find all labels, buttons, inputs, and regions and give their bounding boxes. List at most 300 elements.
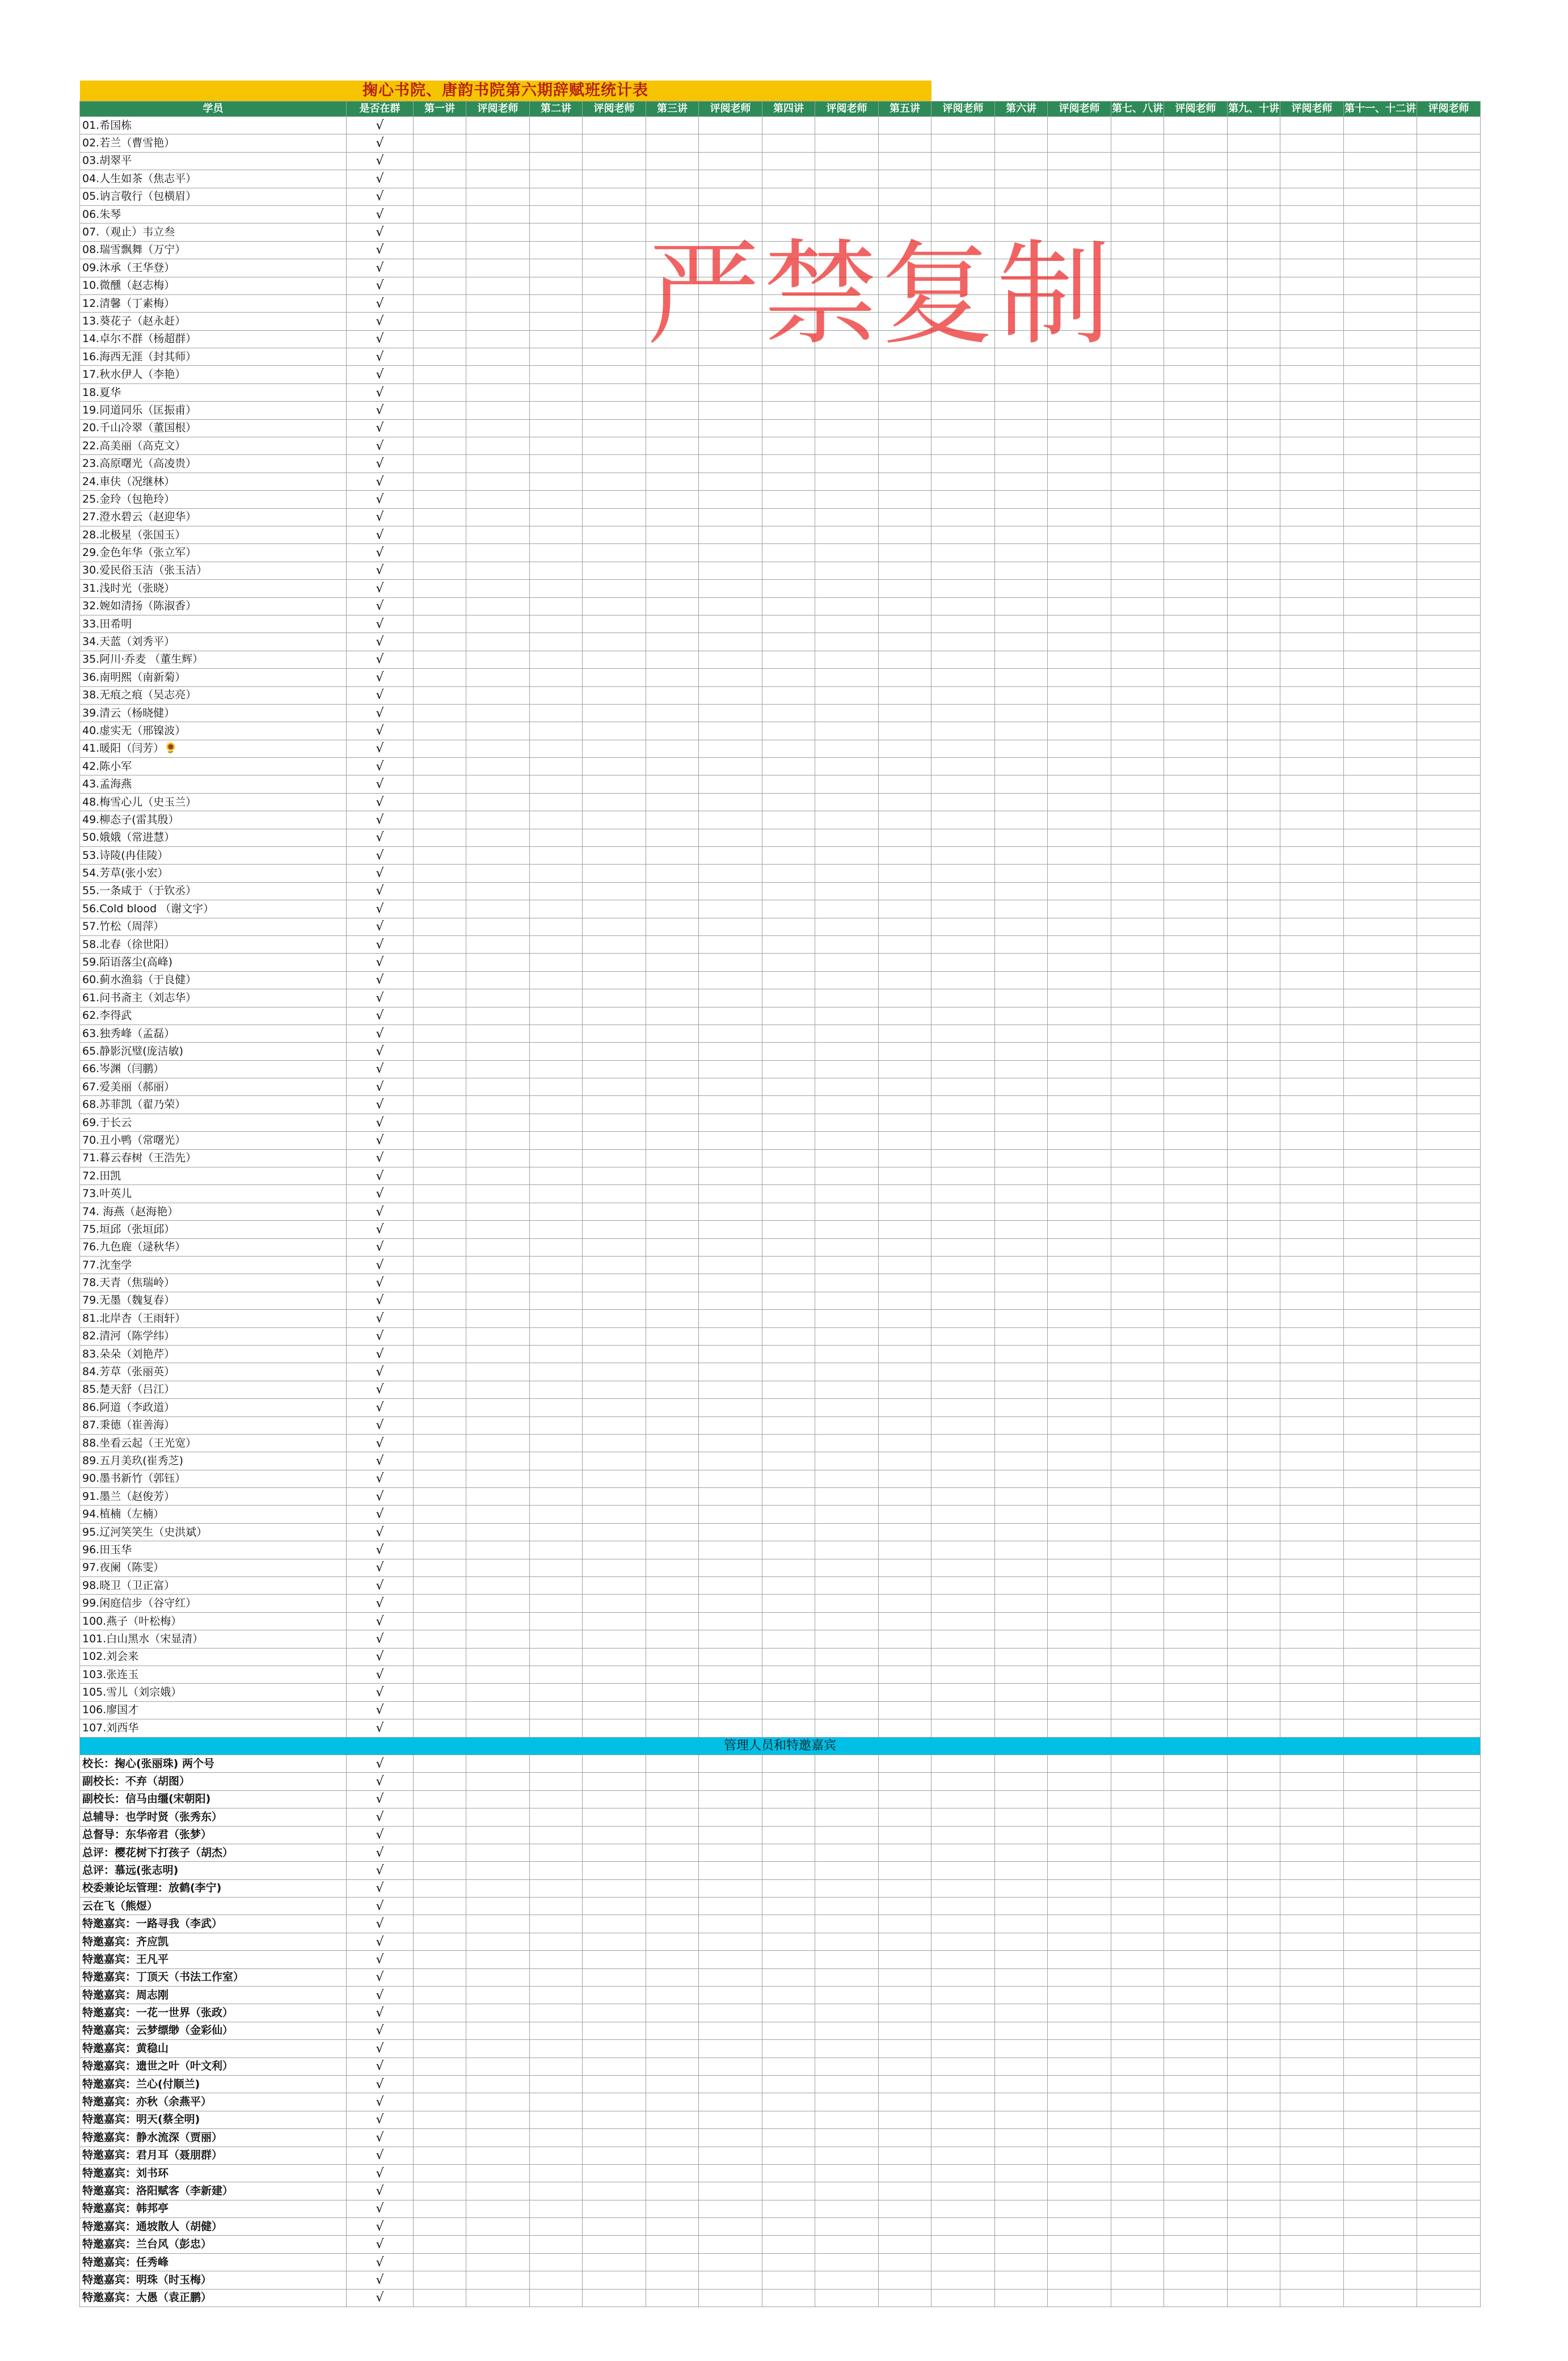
in-group-check-cell[interactable]: √ [347,1132,414,1149]
empty-cell[interactable] [646,1648,699,1666]
empty-cell[interactable] [879,1612,931,1630]
in-group-check-cell[interactable]: √ [347,1381,414,1398]
empty-cell[interactable] [1228,1221,1280,1238]
empty-cell[interactable] [530,1327,583,1345]
empty-cell[interactable] [1228,348,1280,366]
empty-cell[interactable] [530,1630,583,1648]
empty-cell[interactable] [414,2236,466,2253]
empty-cell[interactable] [1164,1096,1228,1114]
empty-cell[interactable] [815,2271,879,2289]
empty-cell[interactable] [879,1292,931,1309]
empty-cell[interactable] [699,633,762,651]
empty-cell[interactable] [1417,2271,1481,2289]
empty-cell[interactable] [414,508,466,526]
name-cell[interactable]: 105.雪儿（刘宗娥） [80,1684,347,1701]
empty-cell[interactable] [414,758,466,775]
empty-cell[interactable] [1344,1630,1417,1648]
name-cell[interactable]: 78.天青（焦瑞岭） [80,1274,347,1292]
empty-cell[interactable] [646,1595,699,1612]
empty-cell[interactable] [995,829,1048,846]
empty-cell[interactable] [1417,1221,1481,1238]
empty-cell[interactable] [646,1024,699,1042]
empty-cell[interactable] [583,1541,646,1559]
empty-cell[interactable] [530,2289,583,2307]
empty-cell[interactable] [1048,1345,1111,1363]
name-cell[interactable]: 53.诗陵(冉佳陵） [80,847,347,865]
empty-cell[interactable] [815,811,879,829]
empty-cell[interactable] [1280,633,1344,651]
empty-cell[interactable] [1280,935,1344,953]
empty-cell[interactable] [815,402,879,419]
empty-cell[interactable] [414,1898,466,1915]
name-cell[interactable]: 特邀嘉宾：黄稳山 [80,2040,347,2058]
empty-cell[interactable] [699,811,762,829]
empty-cell[interactable] [1164,1506,1228,1523]
empty-cell[interactable] [1164,2236,1228,2253]
empty-cell[interactable] [1164,740,1228,757]
empty-cell[interactable] [414,971,466,989]
empty-cell[interactable] [1164,918,1228,935]
in-group-check-cell[interactable]: √ [347,954,414,971]
empty-cell[interactable] [1280,847,1344,865]
empty-cell[interactable] [762,1024,815,1042]
empty-cell[interactable] [1344,1167,1417,1185]
empty-cell[interactable] [699,402,762,419]
empty-cell[interactable] [1048,1292,1111,1309]
empty-cell[interactable] [1344,1755,1417,1772]
empty-cell[interactable] [530,1773,583,1790]
in-group-check-cell[interactable]: √ [347,1577,414,1595]
empty-cell[interactable] [1280,313,1344,330]
empty-cell[interactable] [1048,1238,1111,1256]
empty-cell[interactable] [1048,811,1111,829]
empty-cell[interactable] [1417,1238,1481,1256]
empty-cell[interactable] [414,989,466,1007]
in-group-check-cell[interactable]: √ [347,1221,414,1238]
empty-cell[interactable] [1111,1808,1164,1826]
empty-cell[interactable] [583,2004,646,2022]
empty-cell[interactable] [1048,651,1111,668]
empty-cell[interactable] [762,1844,815,1861]
empty-cell[interactable] [815,1987,879,2004]
empty-cell[interactable] [646,224,699,241]
empty-cell[interactable] [1344,1862,1417,1879]
in-group-check-cell[interactable]: √ [347,1630,414,1648]
empty-cell[interactable] [530,1221,583,1238]
empty-cell[interactable] [1048,1612,1111,1630]
empty-cell[interactable] [1164,2200,1228,2217]
empty-cell[interactable] [931,1773,995,1790]
empty-cell[interactable] [1280,865,1344,882]
empty-cell[interactable] [762,1773,815,1790]
empty-cell[interactable] [762,935,815,953]
empty-cell[interactable] [995,1470,1048,1487]
empty-cell[interactable] [879,775,931,793]
empty-cell[interactable] [1344,1595,1417,1612]
empty-cell[interactable] [1228,669,1280,686]
empty-cell[interactable] [583,597,646,615]
name-cell[interactable]: 99.闲庭信步（谷守红） [80,1595,347,1612]
empty-cell[interactable] [1344,562,1417,579]
empty-cell[interactable] [762,1363,815,1381]
empty-cell[interactable] [995,1488,1048,1506]
empty-cell[interactable] [931,544,995,562]
empty-cell[interactable] [931,1132,995,1149]
empty-cell[interactable] [815,722,879,740]
empty-cell[interactable] [530,1203,583,1220]
empty-cell[interactable] [466,224,530,241]
empty-cell[interactable] [1344,865,1417,882]
name-cell[interactable]: 14.卓尔不群（杨超群） [80,330,347,348]
empty-cell[interactable] [1280,829,1344,846]
empty-cell[interactable] [1228,437,1280,455]
empty-cell[interactable] [1344,1114,1417,1131]
name-cell[interactable]: 16.海西无涯（封其师） [80,348,347,366]
empty-cell[interactable] [699,1790,762,1808]
in-group-check-cell[interactable]: √ [347,1595,414,1612]
empty-cell[interactable] [699,1968,762,1986]
empty-cell[interactable] [583,437,646,455]
empty-cell[interactable] [466,1951,530,1968]
empty-cell[interactable] [414,900,466,918]
empty-cell[interactable] [583,1078,646,1096]
empty-cell[interactable] [1344,241,1417,259]
empty-cell[interactable] [1048,829,1111,846]
in-group-check-cell[interactable]: √ [347,152,414,170]
empty-cell[interactable] [879,1577,931,1595]
empty-cell[interactable] [466,1185,530,1203]
empty-cell[interactable] [414,1096,466,1114]
empty-cell[interactable] [583,1488,646,1506]
empty-cell[interactable] [1111,1719,1164,1737]
empty-cell[interactable] [931,2200,995,2217]
empty-cell[interactable] [1048,686,1111,704]
empty-cell[interactable] [1164,971,1228,989]
empty-cell[interactable] [1048,1363,1111,1381]
empty-cell[interactable] [1048,954,1111,971]
empty-cell[interactable] [931,1826,995,1844]
empty-cell[interactable] [1228,383,1280,401]
empty-cell[interactable] [931,722,995,740]
empty-cell[interactable] [583,1185,646,1203]
empty-cell[interactable] [583,1274,646,1292]
empty-cell[interactable] [1417,402,1481,419]
empty-cell[interactable] [699,1024,762,1042]
empty-cell[interactable] [1417,775,1481,793]
empty-cell[interactable] [879,419,931,437]
empty-cell[interactable] [931,2147,995,2164]
empty-cell[interactable] [646,330,699,348]
empty-cell[interactable] [1228,2022,1280,2039]
empty-cell[interactable] [931,1096,995,1114]
in-group-check-cell[interactable]: √ [347,669,414,686]
empty-cell[interactable] [1111,2253,1164,2271]
empty-cell[interactable] [815,2200,879,2217]
empty-cell[interactable] [1048,508,1111,526]
empty-cell[interactable] [1417,1096,1481,1114]
empty-cell[interactable] [995,152,1048,170]
empty-cell[interactable] [762,259,815,277]
empty-cell[interactable] [879,651,931,668]
empty-cell[interactable] [1417,134,1481,152]
empty-cell[interactable] [1344,651,1417,668]
empty-cell[interactable] [1280,775,1344,793]
empty-cell[interactable] [762,1221,815,1238]
empty-cell[interactable] [466,1203,530,1220]
empty-cell[interactable] [646,1951,699,1968]
empty-cell[interactable] [1280,348,1344,366]
empty-cell[interactable] [646,2040,699,2058]
empty-cell[interactable] [815,1808,879,1826]
empty-cell[interactable] [1280,1773,1344,1790]
empty-cell[interactable] [1417,669,1481,686]
empty-cell[interactable] [815,2147,879,2164]
empty-cell[interactable] [1048,1506,1111,1523]
empty-cell[interactable] [1228,1826,1280,1844]
empty-cell[interactable] [699,722,762,740]
empty-cell[interactable] [762,313,815,330]
name-cell[interactable]: 103.张连玉 [80,1666,347,1683]
empty-cell[interactable] [583,669,646,686]
empty-cell[interactable] [699,1559,762,1576]
empty-cell[interactable] [530,1968,583,1986]
name-cell[interactable]: 27.澄水碧云（赵迎华） [80,508,347,526]
in-group-check-cell[interactable]: √ [347,2093,414,2111]
empty-cell[interactable] [879,2182,931,2200]
empty-cell[interactable] [1164,775,1228,793]
name-cell[interactable]: 29.金色年华（张立军） [80,544,347,562]
empty-cell[interactable] [931,1167,995,1185]
empty-cell[interactable] [1048,1007,1111,1024]
empty-cell[interactable] [1048,2200,1111,2217]
empty-cell[interactable] [1417,277,1481,294]
empty-cell[interactable] [1164,205,1228,223]
empty-cell[interactable] [1344,2040,1417,2058]
empty-cell[interactable] [1280,1701,1344,1719]
empty-cell[interactable] [995,1915,1048,1933]
empty-cell[interactable] [414,402,466,419]
empty-cell[interactable] [646,1968,699,1986]
empty-cell[interactable] [583,704,646,722]
empty-cell[interactable] [1228,2182,1280,2200]
empty-cell[interactable] [815,491,879,508]
empty-cell[interactable] [414,259,466,277]
empty-cell[interactable] [1228,722,1280,740]
empty-cell[interactable] [1228,277,1280,294]
empty-cell[interactable] [414,597,466,615]
empty-cell[interactable] [762,1968,815,1986]
empty-cell[interactable] [995,117,1048,134]
empty-cell[interactable] [1164,847,1228,865]
empty-cell[interactable] [1417,117,1481,134]
empty-cell[interactable] [699,882,762,900]
empty-cell[interactable] [583,508,646,526]
empty-cell[interactable] [466,1577,530,1595]
empty-cell[interactable] [995,1808,1048,1826]
empty-cell[interactable] [1228,2147,1280,2164]
empty-cell[interactable] [1048,2129,1111,2147]
empty-cell[interactable] [530,2147,583,2164]
empty-cell[interactable] [583,2129,646,2147]
empty-cell[interactable] [414,1488,466,1506]
empty-cell[interactable] [583,2253,646,2271]
empty-cell[interactable] [815,2022,879,2039]
empty-cell[interactable] [879,2147,931,2164]
empty-cell[interactable] [1164,1968,1228,1986]
empty-cell[interactable] [1344,1381,1417,1398]
empty-cell[interactable] [1111,402,1164,419]
empty-cell[interactable] [931,2164,995,2182]
empty-cell[interactable] [1111,348,1164,366]
empty-cell[interactable] [1417,562,1481,579]
empty-cell[interactable] [931,597,995,615]
empty-cell[interactable] [699,1612,762,1630]
empty-cell[interactable] [815,2218,879,2236]
empty-cell[interactable] [466,2129,530,2147]
empty-cell[interactable] [762,1523,815,1541]
empty-cell[interactable] [1280,2200,1344,2217]
empty-cell[interactable] [414,1345,466,1363]
empty-cell[interactable] [530,935,583,953]
empty-cell[interactable] [646,294,699,312]
empty-cell[interactable] [414,954,466,971]
empty-cell[interactable] [762,402,815,419]
empty-cell[interactable] [1164,1345,1228,1363]
empty-cell[interactable] [1048,277,1111,294]
empty-cell[interactable] [699,1808,762,1826]
empty-cell[interactable] [414,330,466,348]
name-cell[interactable]: 73.叶英儿 [80,1185,347,1203]
empty-cell[interactable] [815,366,879,383]
empty-cell[interactable] [1417,615,1481,633]
empty-cell[interactable] [414,2111,466,2128]
empty-cell[interactable] [466,526,530,543]
name-cell[interactable]: 90.墨书新竹（郭钰） [80,1470,347,1487]
empty-cell[interactable] [995,758,1048,775]
empty-cell[interactable] [466,1043,530,1060]
empty-cell[interactable] [1417,2200,1481,2217]
empty-cell[interactable] [1228,2164,1280,2182]
empty-cell[interactable] [762,722,815,740]
empty-cell[interactable] [931,2093,995,2111]
empty-cell[interactable] [583,1879,646,1897]
empty-cell[interactable] [995,2040,1048,2058]
empty-cell[interactable] [995,2075,1048,2093]
in-group-check-cell[interactable]: √ [347,2022,414,2039]
empty-cell[interactable] [1111,455,1164,473]
empty-cell[interactable] [583,205,646,223]
empty-cell[interactable] [466,1701,530,1719]
empty-cell[interactable] [931,1274,995,1292]
in-group-check-cell[interactable]: √ [347,2075,414,2093]
empty-cell[interactable] [995,224,1048,241]
empty-cell[interactable] [1344,1007,1417,1024]
empty-cell[interactable] [995,935,1048,953]
empty-cell[interactable] [530,205,583,223]
empty-cell[interactable] [646,1452,699,1470]
empty-cell[interactable] [646,1808,699,1826]
in-group-check-cell[interactable]: √ [347,1185,414,1203]
empty-cell[interactable] [583,1167,646,1185]
empty-cell[interactable] [762,2271,815,2289]
empty-cell[interactable] [995,419,1048,437]
empty-cell[interactable] [1228,1968,1280,1986]
empty-cell[interactable] [699,526,762,543]
empty-cell[interactable] [1228,1898,1280,1915]
empty-cell[interactable] [1344,1096,1417,1114]
empty-cell[interactable] [1280,2164,1344,2182]
empty-cell[interactable] [699,473,762,490]
empty-cell[interactable] [879,1096,931,1114]
empty-cell[interactable] [1048,2058,1111,2075]
empty-cell[interactable] [762,2111,815,2128]
empty-cell[interactable] [1111,2200,1164,2217]
empty-cell[interactable] [1111,1951,1164,1968]
empty-cell[interactable] [815,1114,879,1131]
empty-cell[interactable] [583,1933,646,1950]
empty-cell[interactable] [1048,562,1111,579]
empty-cell[interactable] [1048,544,1111,562]
empty-cell[interactable] [815,1452,879,1470]
empty-cell[interactable] [931,330,995,348]
empty-cell[interactable] [414,1060,466,1078]
empty-cell[interactable] [1417,1612,1481,1630]
empty-cell[interactable] [879,882,931,900]
empty-cell[interactable] [1111,2022,1164,2039]
empty-cell[interactable] [1111,526,1164,543]
empty-cell[interactable] [699,2236,762,2253]
empty-cell[interactable] [1344,1879,1417,1897]
empty-cell[interactable] [1280,722,1344,740]
empty-cell[interactable] [1280,491,1344,508]
empty-cell[interactable] [815,1238,879,1256]
empty-cell[interactable] [530,1506,583,1523]
empty-cell[interactable] [815,1167,879,1185]
empty-cell[interactable] [583,259,646,277]
empty-cell[interactable] [815,1149,879,1167]
empty-cell[interactable] [646,2253,699,2271]
empty-cell[interactable] [995,1879,1048,1897]
empty-cell[interactable] [1344,2075,1417,2093]
in-group-check-cell[interactable]: √ [347,1773,414,1790]
empty-cell[interactable] [762,1577,815,1595]
empty-cell[interactable] [815,1577,879,1595]
empty-cell[interactable] [699,1221,762,1238]
empty-cell[interactable] [1048,1488,1111,1506]
empty-cell[interactable] [1280,1416,1344,1434]
empty-cell[interactable] [995,900,1048,918]
empty-cell[interactable] [583,1470,646,1487]
empty-cell[interactable] [1417,1701,1481,1719]
empty-cell[interactable] [646,1327,699,1345]
empty-cell[interactable] [1344,580,1417,597]
empty-cell[interactable] [414,918,466,935]
empty-cell[interactable] [414,1024,466,1042]
empty-cell[interactable] [1111,935,1164,953]
empty-cell[interactable] [530,1060,583,1078]
empty-cell[interactable] [1164,2129,1228,2147]
empty-cell[interactable] [1048,918,1111,935]
empty-cell[interactable] [1111,2075,1164,2093]
empty-cell[interactable] [879,366,931,383]
in-group-check-cell[interactable]: √ [347,188,414,205]
in-group-check-cell[interactable]: √ [347,1844,414,1861]
in-group-check-cell[interactable]: √ [347,1114,414,1131]
empty-cell[interactable] [699,1167,762,1185]
empty-cell[interactable] [583,615,646,633]
empty-cell[interactable] [530,330,583,348]
in-group-check-cell[interactable]: √ [347,775,414,793]
